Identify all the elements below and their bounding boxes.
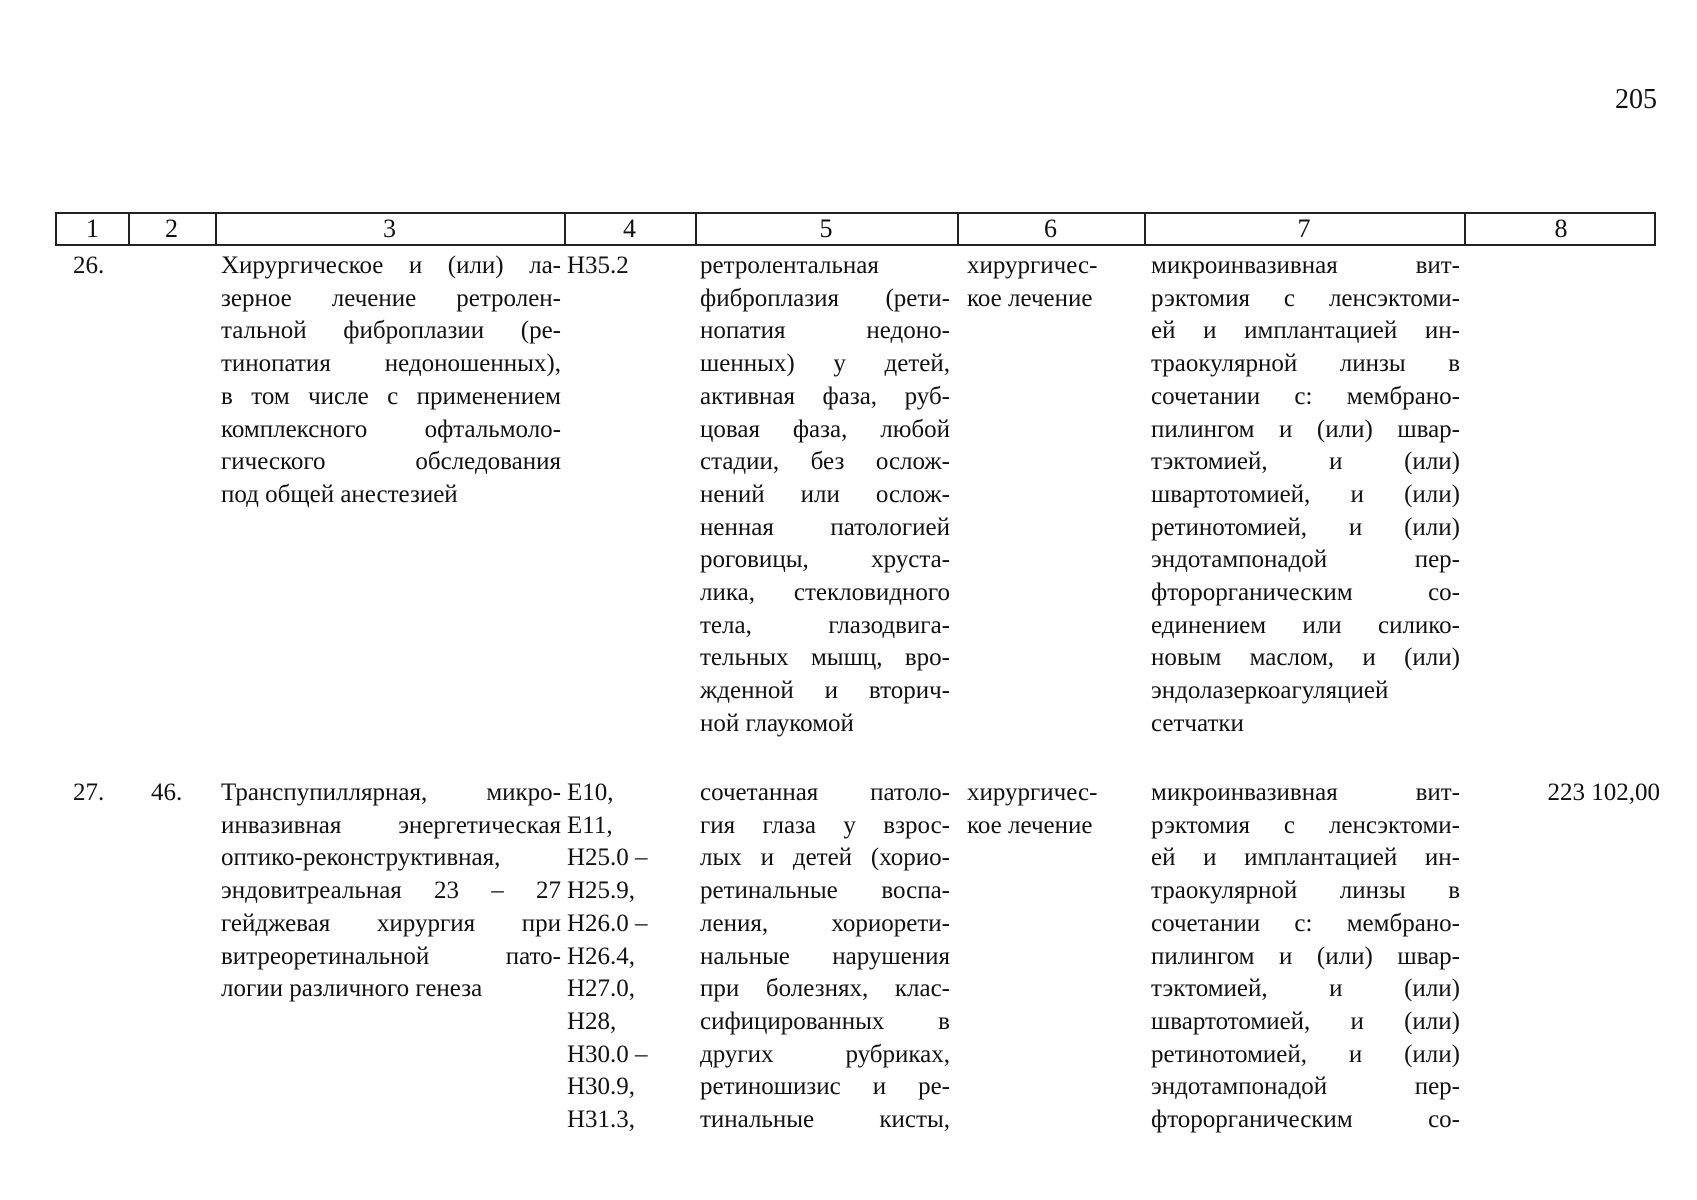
- treatment-method-line: сетчатки: [1151, 709, 1244, 737]
- treatment-cost: 223 102,00: [1547, 779, 1660, 806]
- treatment-method-line: швартотомией, и (или): [1151, 480, 1460, 508]
- treatment-method-line: эндотампонадой пер-: [1151, 546, 1460, 574]
- table-column-header: [55, 212, 1656, 246]
- diagnosis-code: H26.0 –: [567, 909, 648, 937]
- treatment-method-line: сочетании с: мембрано-: [1151, 909, 1460, 937]
- treatment-method-line: эндолазеркоагуляцией: [1151, 677, 1389, 705]
- patient-model-line: ретиношизис и ре-: [700, 1073, 950, 1101]
- patient-model-line: тинальные кисты,: [700, 1106, 950, 1134]
- treatment-type: [967, 250, 1127, 315]
- patient-model-line: нальные нарушения: [700, 942, 950, 970]
- column-number-8: 8: [1554, 214, 1568, 243]
- treatment-method-line: ей и имплантацией ин-: [1151, 844, 1460, 872]
- treatment-type-line: хирургичес-: [967, 779, 1098, 806]
- column-number-5: 5: [819, 214, 833, 243]
- diagnosis-code: H30.0 –: [567, 1040, 648, 1068]
- treatment-type-line: хирургичес-: [967, 252, 1098, 279]
- patient-model-line: нений или ослож-: [700, 480, 950, 508]
- diagnosis-code: H28,: [567, 1007, 617, 1035]
- treatment-method-line: микроинвазивная вит-: [1151, 779, 1460, 806]
- treatment-method-line: тэктомией, и (или): [1151, 975, 1460, 1003]
- diagnosis-code: H27.0,: [567, 975, 636, 1003]
- patient-model-line: ретролентальная: [700, 252, 879, 279]
- column-number-3: 3: [383, 214, 396, 243]
- treatment-method-line: тэктомией, и (или): [1151, 448, 1460, 476]
- patient-model-line: тела, глазодвига-: [700, 611, 950, 639]
- treatment-type-line: кое лечение: [967, 811, 1093, 839]
- diagnosis-code: H26.4,: [567, 942, 636, 970]
- column-number-4: 4: [623, 214, 636, 243]
- column-number-2: 2: [165, 214, 178, 243]
- treatment-method-line: траокулярной линзы в: [1151, 350, 1460, 378]
- diagnosis-code: H25.9,: [567, 877, 636, 905]
- treatment-method-line: пилингом и (или) швар-: [1151, 415, 1460, 443]
- patient-model-line: сочетанная патоло-: [700, 779, 950, 806]
- treatment-method-line: микроинвазивная вит-: [1151, 252, 1460, 279]
- treatment-method-line: фторорганическим со-: [1151, 579, 1460, 607]
- diagnosis-code: H31.3,: [567, 1106, 636, 1134]
- treatment-method-line: сочетании с: мембрано-: [1151, 382, 1460, 410]
- treatment-method-line: рэктомия с ленсэктоми-: [1151, 284, 1460, 312]
- patient-model: [700, 250, 950, 741]
- diagnosis-code: H35.2: [567, 252, 629, 279]
- treatment-name-line: гического обследования: [221, 448, 561, 476]
- patient-model-line: ретинальные воспа-: [700, 877, 950, 905]
- treatment-name-line: оптико-реконструктивная,: [221, 844, 501, 872]
- treatment-name-line: эндовитреальная 23 – 27: [221, 877, 561, 905]
- patient-model-line: лика, стекловидного: [700, 579, 950, 607]
- row-group-number: 46.: [151, 779, 183, 806]
- treatment-name-line: комплексного офтальмоло-: [221, 415, 561, 443]
- treatment-name: [221, 250, 561, 512]
- treatment-type-line: кое лечение: [967, 284, 1093, 312]
- diagnosis-code: H25.0 –: [567, 844, 648, 872]
- diagnosis-code: E11,: [567, 811, 613, 839]
- treatment-method-line: ей и имплантацией ин-: [1151, 317, 1460, 345]
- treatment-method-line: единением или силико-: [1151, 611, 1460, 639]
- treatment-method-line: эндотампонадой пер-: [1151, 1073, 1460, 1101]
- treatment-name-line: логии различного генеза: [221, 975, 483, 1003]
- row-number: 26.: [73, 252, 105, 279]
- patient-model-line: ления, хориорети-: [700, 909, 950, 937]
- column-number-1: 1: [86, 214, 99, 243]
- treatment-name-line: тальной фиброплазии (ре-: [221, 317, 561, 345]
- patient-model-line: цовая фаза, любой: [700, 415, 950, 443]
- patient-model-line: шенных) у детей,: [700, 350, 950, 378]
- patient-model-line: роговицы, хруста-: [700, 546, 950, 574]
- treatment-name-line: витреоретинальной пато-: [221, 942, 561, 970]
- patient-model-line: гия глаза у взрос-: [700, 811, 950, 839]
- patient-model: [700, 777, 950, 1137]
- treatment-method: [1151, 777, 1460, 1137]
- patient-model-line: сифицированных в: [700, 1007, 950, 1035]
- patient-model-line: жденной и вторич-: [700, 677, 950, 705]
- patient-model-line: стадии, без ослож-: [700, 448, 950, 476]
- treatment-method-line: ретинотомией, и (или): [1151, 1040, 1460, 1068]
- patient-model-line: других рубриках,: [700, 1040, 950, 1068]
- patient-model-line: ной глаукомой: [700, 709, 854, 737]
- treatment-name-line: зерное лечение ретролен-: [221, 284, 561, 312]
- patient-model-line: при болезнях, клас-: [700, 975, 950, 1003]
- treatment-method: [1151, 250, 1460, 741]
- treatment-name: [221, 777, 561, 1006]
- row-number: 27.: [73, 779, 105, 806]
- treatment-name-line: под общей анестезией: [221, 480, 458, 508]
- column-number-7: 7: [1297, 214, 1311, 243]
- treatment-method-line: ретинотомией, и (или): [1151, 513, 1460, 541]
- column-number-6: 6: [1044, 214, 1057, 243]
- patient-model-line: нопатия недоно-: [700, 317, 950, 345]
- treatment-name-line: гейджевая хирургия при: [221, 909, 561, 937]
- diagnosis-code: E10,: [567, 779, 614, 806]
- treatment-type: [967, 777, 1127, 842]
- treatment-name-line: тинопатия недоношенных),: [221, 350, 561, 378]
- treatment-method-line: новым маслом, и (или): [1151, 644, 1460, 672]
- diagnosis-code: H30.9,: [567, 1073, 636, 1101]
- patient-model-line: тельных мышц, вро-: [700, 644, 950, 672]
- patient-model-line: лых и детей (хорио-: [700, 844, 950, 872]
- treatment-name-line: инвазивная энергетическая: [221, 811, 561, 839]
- treatment-method-line: фторорганическим со-: [1151, 1106, 1460, 1134]
- patient-model-line: фиброплазия (рети-: [700, 284, 950, 312]
- treatment-name-line: Хирургическое и (или) ла-: [221, 252, 561, 279]
- diagnosis-codes: [567, 250, 677, 283]
- treatment-method-line: траокулярной линзы в: [1151, 877, 1460, 905]
- treatment-method-line: швартотомией, и (или): [1151, 1007, 1460, 1035]
- treatment-name-line: в том числе с применением: [221, 382, 561, 410]
- treatment-method-line: рэктомия с ленсэктоми-: [1151, 811, 1460, 839]
- treatment-method-line: пилингом и (или) швар-: [1151, 942, 1460, 970]
- page-number: 205: [1615, 84, 1657, 115]
- treatment-name-line: Транспупиллярная, микро-: [221, 779, 561, 806]
- patient-model-line: активная фаза, руб-: [700, 382, 950, 410]
- diagnosis-codes: [567, 777, 677, 1137]
- patient-model-line: ненная патологией: [700, 513, 950, 541]
